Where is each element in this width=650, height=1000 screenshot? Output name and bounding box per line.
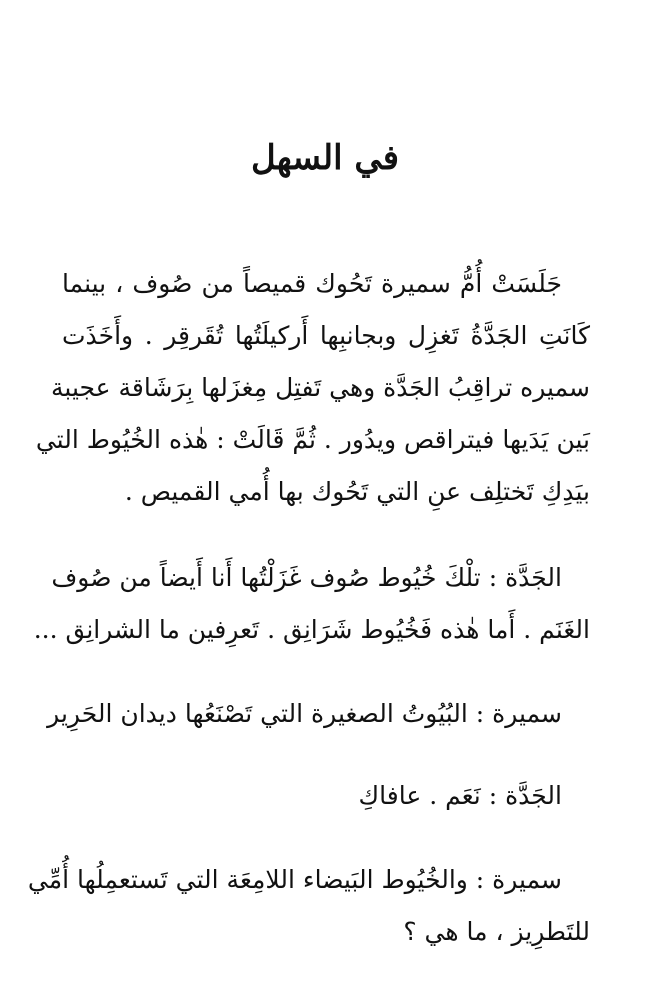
text-line: الجَدَّة : تلْكَ خُيُوط صُوف غَزَلْتُها أَنا أَيضاً من صُوف: [51, 563, 562, 592]
text-line: الغَنَم . أَما هٰذه فَخُيُوط شَرَانِق . تَعرِفين ما الشرانِق ...: [33, 615, 590, 644]
paragraph-samira-1: [47, 688, 590, 740]
text-line: سميره تراقِبُ الجَدَّة وهي تَفتِل مِغزَلها بِرَشَاقة عجيبة: [51, 373, 590, 402]
text-line: للتَطرِيز ، ما هي ؟: [403, 917, 590, 946]
text-line: بَين يَدَيها فيتراقص ويدُور . ثُمَّ قَالَتْ : هٰذه الخُيُوط التي: [35, 425, 590, 454]
text-line: سميرة : والخُيُوط البَيضاء اللامِعَة التي تَستعمِلُها أُمِّي: [27, 865, 562, 894]
text-line: سميرة : البُيُوتُ الصغيرة التي تَصْنَعُها ديدان الحَرِير: [47, 699, 562, 728]
paragraph-grandmother-1: [33, 552, 590, 656]
text-line: جَلَسَتْ أُمُّ سميرة تَحُوك قميصاً من صُوف ، بينما: [62, 269, 562, 298]
text-line: كَانَتِ الجَدَّةُ تَغزِل وبجانبِها أَركيلَتُها تُقَرقِر . وأَخَذَت: [62, 321, 590, 350]
text-line: الجَدَّة : نَعَم . عافاكِ: [358, 781, 562, 810]
paragraph-grandmother-2: [62, 770, 590, 822]
page-title: في السهل: [251, 138, 399, 178]
paragraph-samira-2: [27, 854, 590, 958]
paragraph-intro: [35, 258, 590, 518]
text-line: بيَدِكِ تَختلِف عنِ التي تَحُوك بها أُمي القميص .: [124, 477, 590, 506]
